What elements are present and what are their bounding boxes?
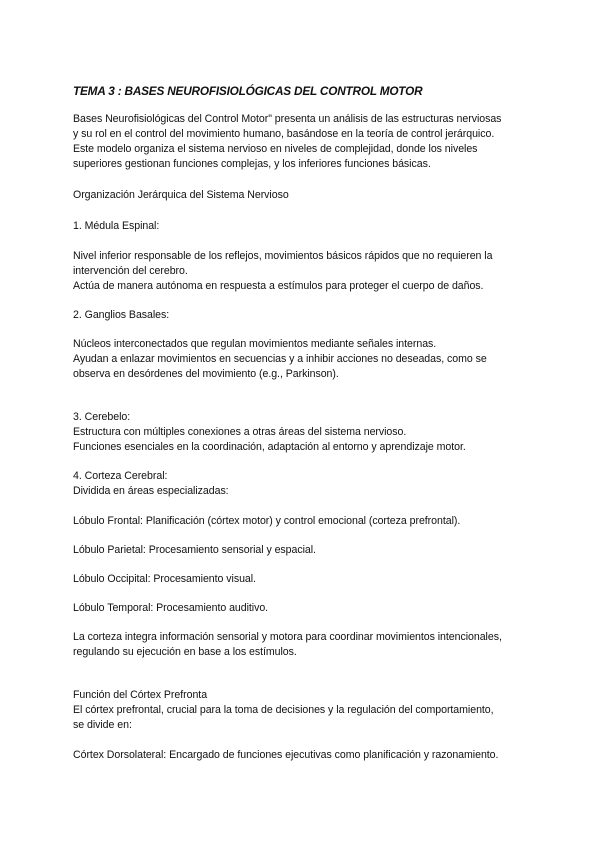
paragraph-line: Lóbulo Frontal: Planificación (córtex motor) y control emocional (corteza prefrontal). bbox=[73, 515, 461, 527]
paragraph-line: Córtex Dorsolateral: Encargado de funciones ejecutivas como planificación y razonamiento. bbox=[73, 749, 499, 761]
paragraph-line: Este modelo organiza el sistema nervioso en niveles de complejidad, donde los niveles bbox=[73, 143, 478, 155]
paragraph-line: Lóbulo Parietal: Procesamiento sensorial y espacial. bbox=[73, 544, 316, 556]
paragraph-line: La corteza integra información sensorial y motora para coordinar movimientos intencionales, bbox=[73, 631, 502, 643]
section-heading: 3. Cerebelo: bbox=[73, 411, 131, 423]
paragraph-line: intervención del cerebro. bbox=[73, 265, 188, 277]
paragraph-line: Dividida en áreas especializadas: bbox=[73, 485, 229, 497]
paragraph-line: Bases Neurofisiológicas del Control Motor" presenta un análisis de las estructuras nerviosas bbox=[73, 113, 502, 125]
paragraph-line: Funciones esenciales en la coordinación, adaptación al entorno y aprendizaje motor. bbox=[73, 441, 466, 453]
paragraph-line: Núcleos interconectados que regulan movimientos mediante señales internas. bbox=[73, 338, 437, 350]
paragraph-line: y su rol en el control del movimiento humano, basándose en la teoría de control jerárquico. bbox=[73, 128, 495, 140]
paragraph-line: Lóbulo Occipital: Procesamiento visual. bbox=[73, 573, 256, 585]
paragraph-line: observa en desórdenes del movimiento (e.g., Parkinson). bbox=[73, 368, 339, 380]
section-heading: 4. Corteza Cerebral: bbox=[73, 470, 168, 482]
paragraph-line: Actúa de manera autónoma en respuesta a estímulos para proteger el cuerpo de daños. bbox=[73, 280, 484, 292]
paragraph-line: Ayudan a enlazar movimientos en secuencias y a inhibir acciones no deseadas, como se bbox=[73, 353, 487, 365]
document-title: TEMA 3 : BASES NEUROFISIOLÓGICAS DEL CONTROL MOTOR bbox=[73, 84, 423, 98]
section-heading: 1. Médula Espinal: bbox=[73, 220, 160, 232]
paragraph-line: Nivel inferior responsable de los reflejos, movimientos básicos rápidos que no requieren la bbox=[73, 250, 493, 262]
section-heading: Función del Córtex Prefronta bbox=[73, 689, 208, 701]
paragraph-line: regulando su ejecución en base a los estímulos. bbox=[73, 646, 297, 658]
paragraph-line: superiores gestionan funciones complejas, y los inferiores funciones básicas. bbox=[73, 158, 431, 170]
paragraph-line: El córtex prefrontal, crucial para la toma de decisiones y la regulación del comportamiento, bbox=[73, 704, 494, 716]
section-heading: 2. Ganglios Basales: bbox=[73, 309, 170, 321]
paragraph-line: se divide en: bbox=[73, 719, 132, 731]
paragraph-line: Lóbulo Temporal: Procesamiento auditivo. bbox=[73, 602, 269, 614]
section-heading: Organización Jerárquica del Sistema Nervioso bbox=[73, 189, 289, 201]
paragraph-line: Estructura con múltiples conexiones a otras áreas del sistema nervioso. bbox=[73, 426, 407, 438]
